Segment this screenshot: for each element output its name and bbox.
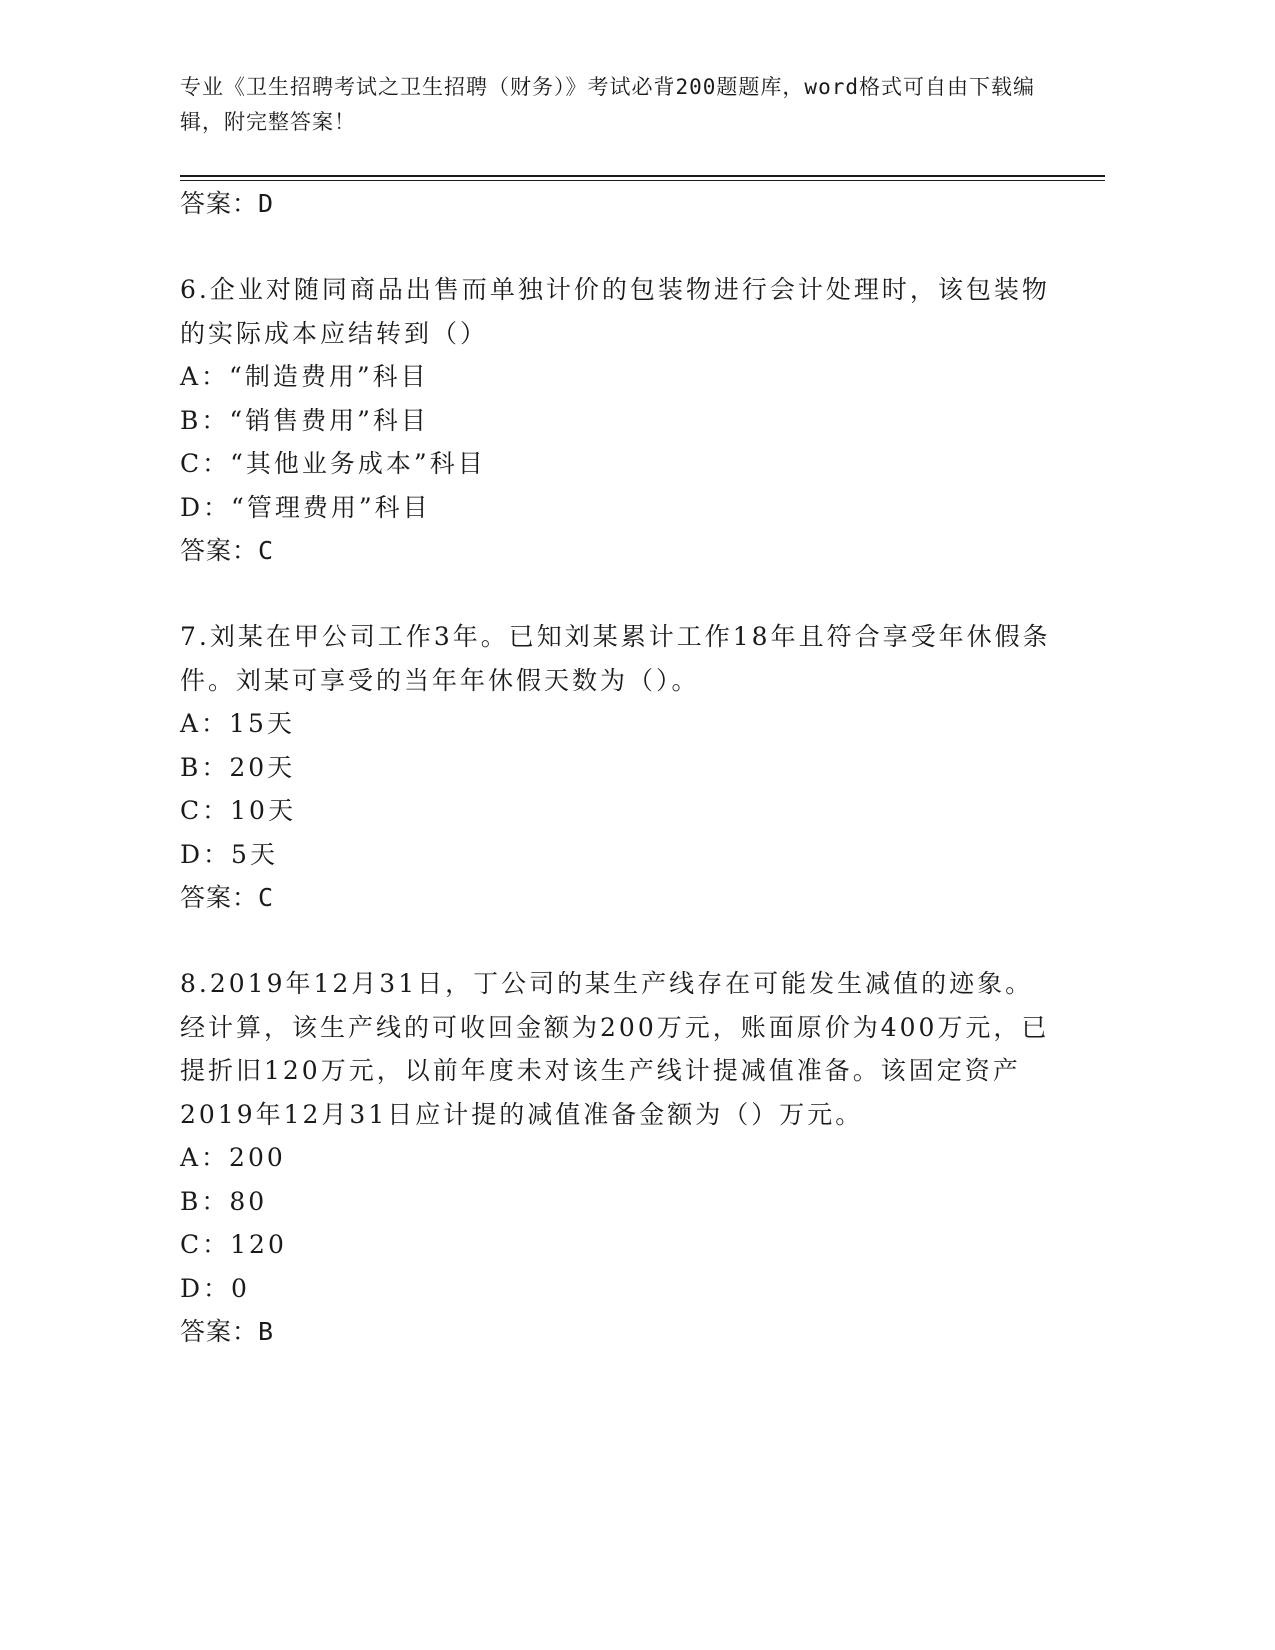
option-d: D：“管理费用”科目 [180, 492, 431, 522]
option-a: A：“制造费用”科目 [180, 362, 429, 391]
document-body [180, 182, 1060, 1353]
option-b: B：20天 [180, 752, 296, 782]
option-c: C：10天 [180, 796, 296, 825]
question-8 [180, 962, 1060, 1353]
question-stem: 8.2019年12月31日，丁公司的某生产线存在可能发生减值的迹象。经计算，该生产线的可收回金额为200万元，账面原价为400万元，已提折旧120万元，以前年度未对该生产线计提减值准备。该固定资产2019年12月31日应计提的减值准备金额为（）万元。 [180, 969, 1050, 1129]
option-c: C：“其他业务成本”科目 [180, 449, 486, 478]
question-6 [180, 268, 1060, 572]
question-stem: 6.企业对随同商品出售而单独计价的包装物进行会计处理时，该包装物的实际成本应结转到（） [180, 275, 1050, 348]
header-rule-thin [180, 180, 1105, 181]
question-stem: 7.刘某在甲公司工作3年。已知刘某累计工作18年且符合享受年休假条件。刘某可享受的当年年休假天数为（）。 [180, 622, 1051, 695]
option-b: B：“销售费用”科目 [180, 405, 429, 435]
option-b: B：80 [180, 1186, 268, 1216]
option-d: D：5天 [180, 839, 278, 869]
header-rule-thick [180, 175, 1105, 177]
answer-line: 答案：C [180, 883, 275, 912]
answer-line: 答案：C [180, 536, 275, 565]
option-a: A：15天 [180, 709, 295, 738]
option-d: D：0 [180, 1273, 250, 1303]
option-a: A：200 [180, 1143, 286, 1172]
question-7 [180, 615, 1060, 919]
answer-line: 答案：D [180, 189, 275, 218]
option-c: C：120 [180, 1230, 287, 1259]
document-header: 专业《卫生招聘考试之卫生招聘（财务）》考试必背200题题库，word格式可自由下载编辑，附完整答案！ [180, 75, 1035, 134]
answer-line: 答案：B [180, 1317, 275, 1346]
